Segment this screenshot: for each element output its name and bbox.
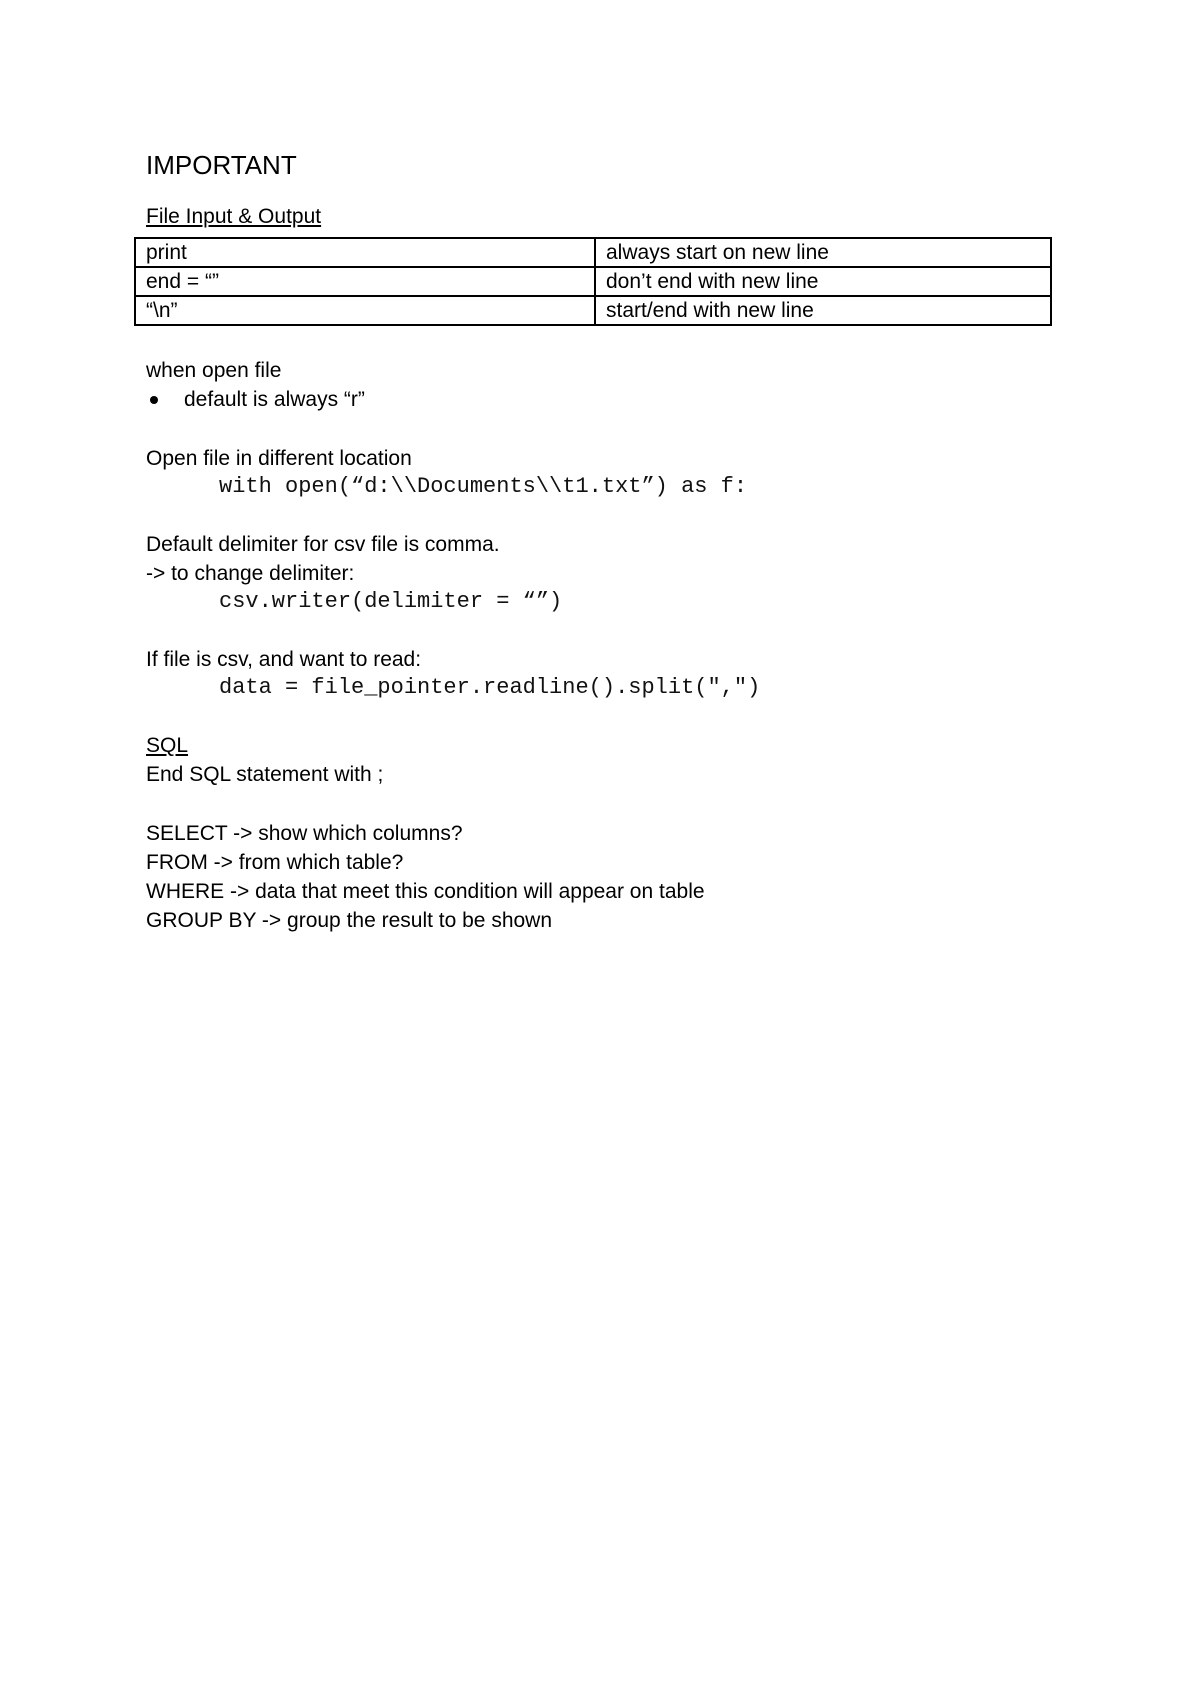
- document-content: [146, 148, 1066, 935]
- sql-heading: SQL: [146, 734, 189, 757]
- file-io-heading: File Input & Output: [146, 205, 322, 228]
- csv-read-label: If file is csv, and want to read:: [146, 648, 422, 671]
- different-location-label: Open file in different location: [146, 447, 412, 470]
- table-cell-meaning: start/end with new line: [595, 296, 1051, 325]
- delimiter-default-text: Default delimiter for csv file is comma.: [146, 533, 500, 556]
- spacer: [146, 789, 1066, 819]
- sql-keyword-line: WHERE -> data that meet this condition will appear on table: [146, 880, 705, 903]
- spacer: [146, 701, 1066, 731]
- print-options-table: [134, 237, 1052, 326]
- page-title: IMPORTANT: [146, 150, 297, 180]
- delimiter-change-label: -> to change delimiter:: [146, 562, 355, 585]
- bullet-icon: [150, 396, 158, 404]
- spacer: [146, 615, 1066, 645]
- code-line-open: with open(“d:\\Documents\\t1.txt”) as f:: [219, 474, 748, 499]
- table-cell-term: “\n”: [135, 296, 595, 325]
- sql-keyword-line: FROM -> from which table?: [146, 851, 404, 874]
- open-file-label: when open file: [146, 359, 282, 382]
- list-item-text: default is always “r”: [184, 388, 365, 411]
- code-line-readline: data = file_pointer.readline().split(","): [219, 675, 761, 700]
- table-row: [135, 238, 1051, 267]
- table-row: [135, 267, 1051, 296]
- sql-keyword-line: GROUP BY -> group the result to be shown: [146, 909, 553, 932]
- table-cell-meaning: don’t end with new line: [595, 267, 1051, 296]
- table-cell-term: end = “”: [135, 267, 595, 296]
- sql-end-statement: End SQL statement with ;: [146, 763, 384, 786]
- spacer: [146, 500, 1066, 530]
- table-cell-meaning: always start on new line: [595, 238, 1051, 267]
- list-item: [146, 385, 1066, 414]
- open-file-bullets: [146, 385, 1066, 414]
- sql-keyword-line: SELECT -> show which columns?: [146, 822, 463, 845]
- spacer: [146, 414, 1066, 444]
- table-row: [135, 296, 1051, 325]
- code-line-delimiter: csv.writer(delimiter = “”): [219, 589, 563, 614]
- table-cell-term: print: [135, 238, 595, 267]
